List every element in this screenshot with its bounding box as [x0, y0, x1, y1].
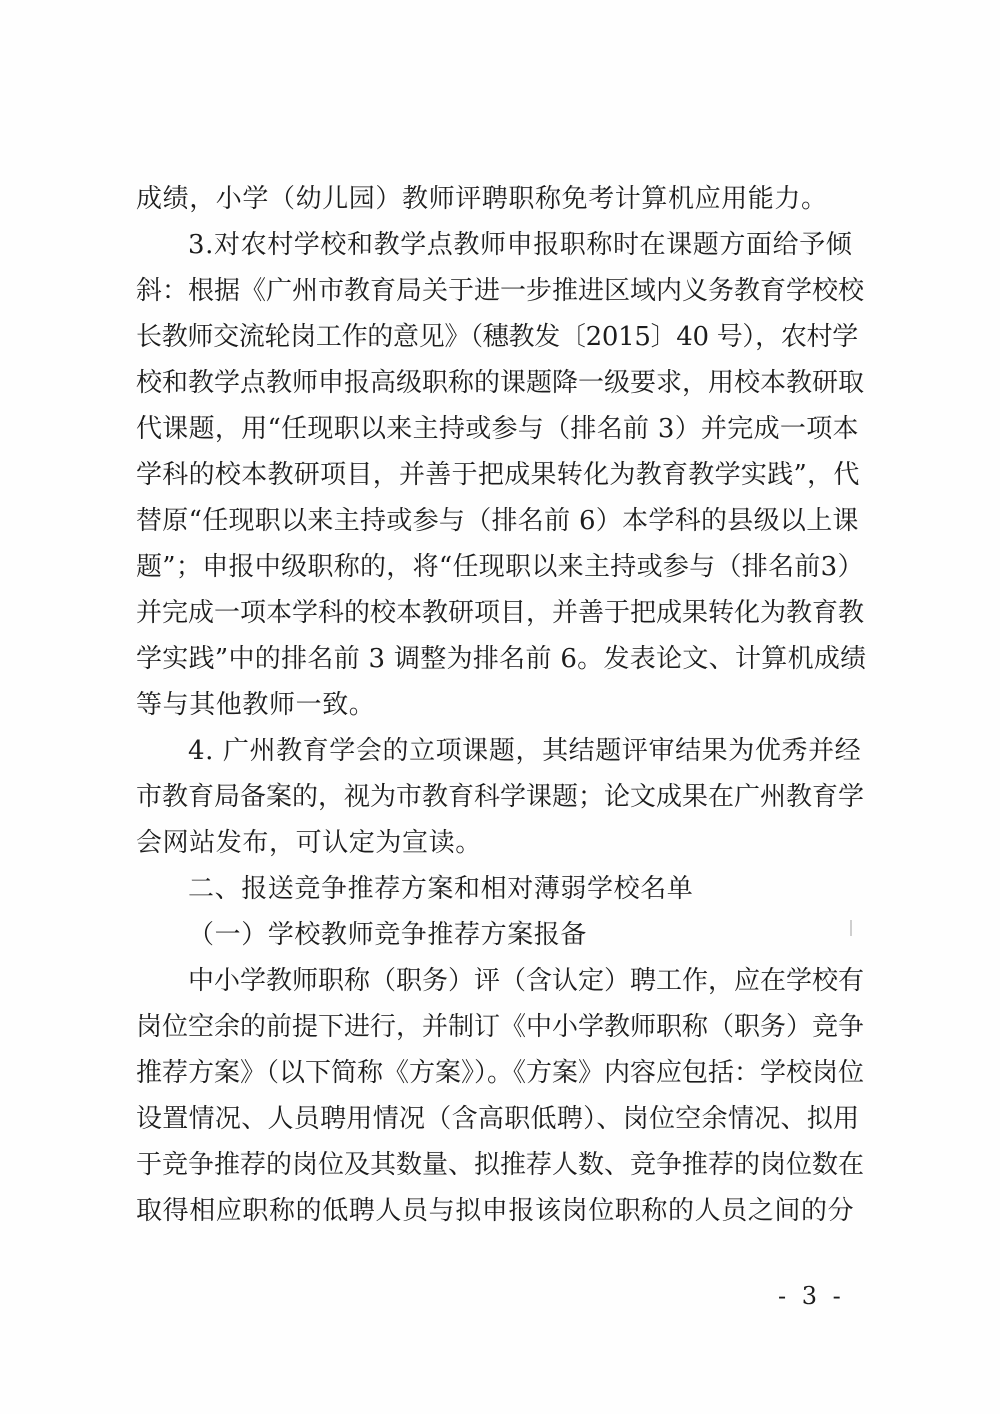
text-line: 会网站发布，可认定为宣读。	[136, 828, 482, 858]
text-line: 校和教学点教师申报高级职称的课题降一级要求，用校本教研取	[136, 368, 865, 398]
text-line: 市教育局备案的，视为市教育科学课题；论文成果在广州教育学	[136, 782, 865, 812]
text-line: 3.对农村学校和教学点教师申报职称时在课题方面给予倾	[188, 230, 853, 260]
subsection-heading: （一）学校教师竞争推荐方案报备	[188, 920, 588, 950]
text-line: 成绩，小学（幼儿园）教师评聘职称免考计算机应用能力。	[136, 184, 828, 214]
text-line: 学科的校本教研项目，并善于把成果转化为教育教学实践”，代	[136, 460, 860, 490]
text-line: 4. 广州教育学会的立项课题，其结题评审结果为优秀并经	[188, 736, 862, 766]
text-line: 岗位空余的前提下进行，并制订《中小学教师职称（职务）竞争	[136, 1012, 865, 1042]
text-line: 并完成一项本学科的校本教研项目，并善于把成果转化为教育教	[136, 598, 865, 628]
text-line: 取得相应职称的低聘人员与拟申报该岗位职称的人员之间的分	[136, 1196, 855, 1226]
scan-artifact	[850, 920, 852, 936]
text-line: 学实践”中的排名前 3 调整为排名前 6。发表论文、计算机成绩	[136, 644, 867, 674]
text-line: 设置情况、人员聘用情况（含高职低聘）、岗位空余情况、拟用	[136, 1104, 860, 1134]
text-line: 题”；申报中级职称的，将“任现职以来主持或参与（排名前3）	[136, 552, 864, 582]
text-line: 中小学教师职称（职务）评（含认定）聘工作，应在学校有	[188, 966, 865, 996]
text-line: 长教师交流轮岗工作的意见》（穗教发〔2015〕40 号），农村学	[136, 322, 858, 352]
page-number: - 3 -	[778, 1282, 845, 1310]
text-line: 斜：根据《广州市教育局关于进一步推进区域内义务教育学校校	[136, 276, 865, 306]
text-line: 等与其他教师一致。	[136, 690, 376, 720]
section-heading: 二、报送竞争推荐方案和相对薄弱学校名单	[188, 874, 694, 904]
text-line: 替原“任现职以来主持或参与（排名前 6）本学科的县级以上课	[136, 506, 859, 536]
text-line: 于竞争推荐的岗位及其数量、拟推荐人数、竞争推荐的岗位数在	[136, 1150, 865, 1180]
text-line: 推荐方案》（以下简称《方案》）。《方案》内容应包括：学校岗位	[136, 1058, 865, 1088]
text-line: 代课题，用“任现职以来主持或参与（排名前 3）并完成一项本	[136, 414, 859, 444]
